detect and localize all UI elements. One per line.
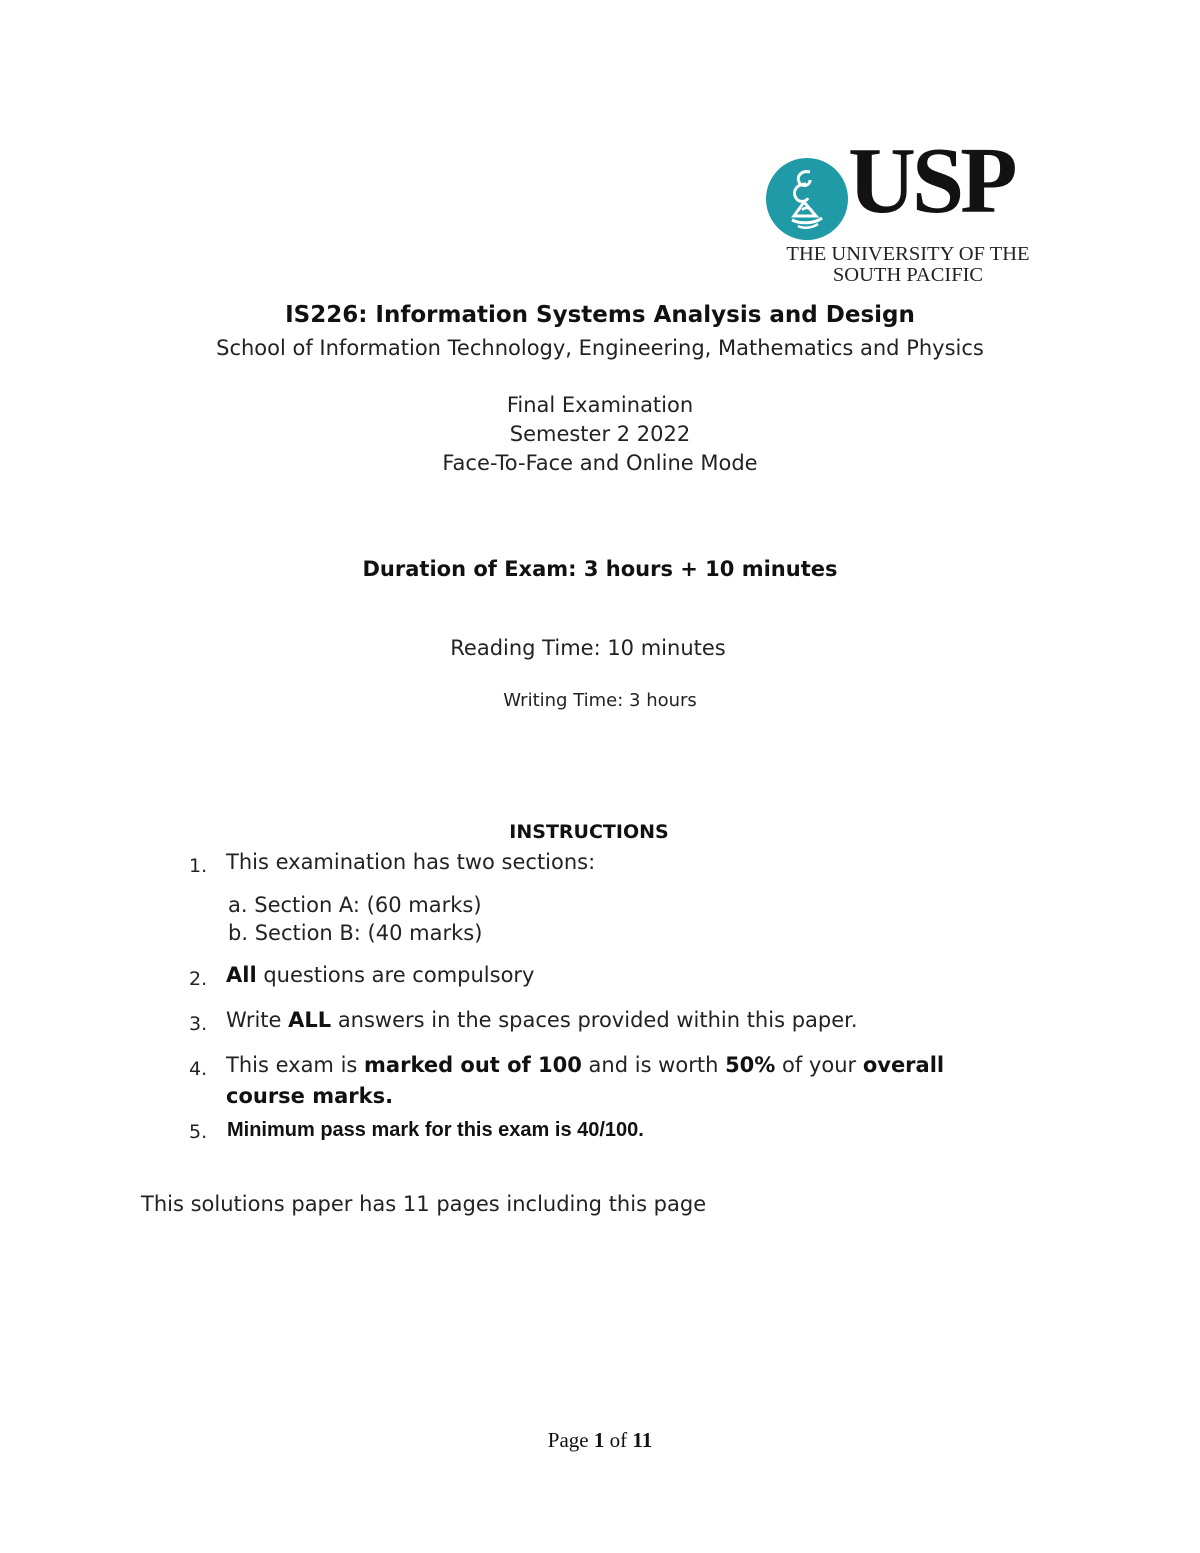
emphasis-text: All (226, 963, 257, 987)
instructions-heading: INSTRUCTIONS (509, 821, 669, 843)
instruction-item-4 (226, 1051, 944, 1080)
emphasis-text: 50% (725, 1053, 776, 1077)
sub-item-a (228, 891, 482, 920)
logo-subtitle-line1: THE UNIVERSITY OF THE (786, 243, 1030, 265)
emphasis-text: marked out of 100 (364, 1053, 582, 1077)
writing-time: Writing Time: 3 hours (503, 690, 697, 711)
emphasis-text: . (385, 1084, 394, 1108)
total-page-count: 11 (632, 1428, 653, 1452)
instruction-text: Write (226, 1008, 289, 1032)
instruction-item-2 (226, 961, 535, 990)
exam-semester: Semester 2 2022 (509, 422, 691, 446)
instruction-text: and is worth (581, 1053, 726, 1077)
current-page-number: 1 (593, 1428, 605, 1452)
instruction-text: This exam is (226, 1053, 365, 1077)
reading-time: Reading Time: 10 minutes (450, 636, 726, 660)
instruction-number: 2. (189, 968, 208, 990)
sub-item-b (228, 919, 482, 948)
sub-item-label: b. (228, 921, 249, 945)
instruction-item-3 (226, 1006, 858, 1035)
sub-item-label: a. (228, 893, 248, 917)
instruction-text: answers in the spaces provided within this paper. (331, 1008, 858, 1032)
sub-item-text: Section B: (40 marks) (254, 921, 483, 945)
page-count-note: This solutions paper has 11 pages including this page (141, 1192, 707, 1216)
exam-type: Final Examination (506, 393, 694, 417)
instruction-text: questions are compulsory (256, 963, 535, 987)
instruction-text: of your (775, 1053, 863, 1077)
logo-wordmark: USP (848, 129, 1014, 233)
usp-logo (766, 129, 1046, 286)
exam-mode: Face-To-Face and Online Mode (442, 451, 758, 475)
footer-text: of (604, 1428, 633, 1452)
school-name: School of Information Technology, Engineering, Mathematics and Physics (216, 336, 984, 360)
sub-item-text: Section A: (60 marks) (254, 893, 482, 917)
instruction-item-4-cont (226, 1082, 393, 1111)
course-title: IS226: Information Systems Analysis and Design (285, 302, 915, 328)
emphasis-text: ALL (288, 1008, 332, 1032)
usp-emblem-icon (766, 158, 848, 240)
instruction-number: 5. (189, 1121, 208, 1143)
instruction-item-1: This examination has two sections: (226, 850, 596, 874)
emphasis-text: course marks (226, 1084, 386, 1108)
instruction-number: 3. (189, 1013, 208, 1035)
page-footer (0, 1428, 1200, 1453)
logo-subtitle-line2: SOUTH PACIFIC (832, 264, 984, 286)
instruction-item-5: Minimum pass mark for this exam is 40/100. (227, 1119, 644, 1141)
emphasis-text: overall (862, 1053, 945, 1077)
instruction-number: 4. (189, 1058, 208, 1080)
exam-duration: Duration of Exam: 3 hours + 10 minutes (362, 557, 838, 581)
footer-text: Page (547, 1428, 594, 1452)
instruction-number: 1. (189, 855, 208, 877)
